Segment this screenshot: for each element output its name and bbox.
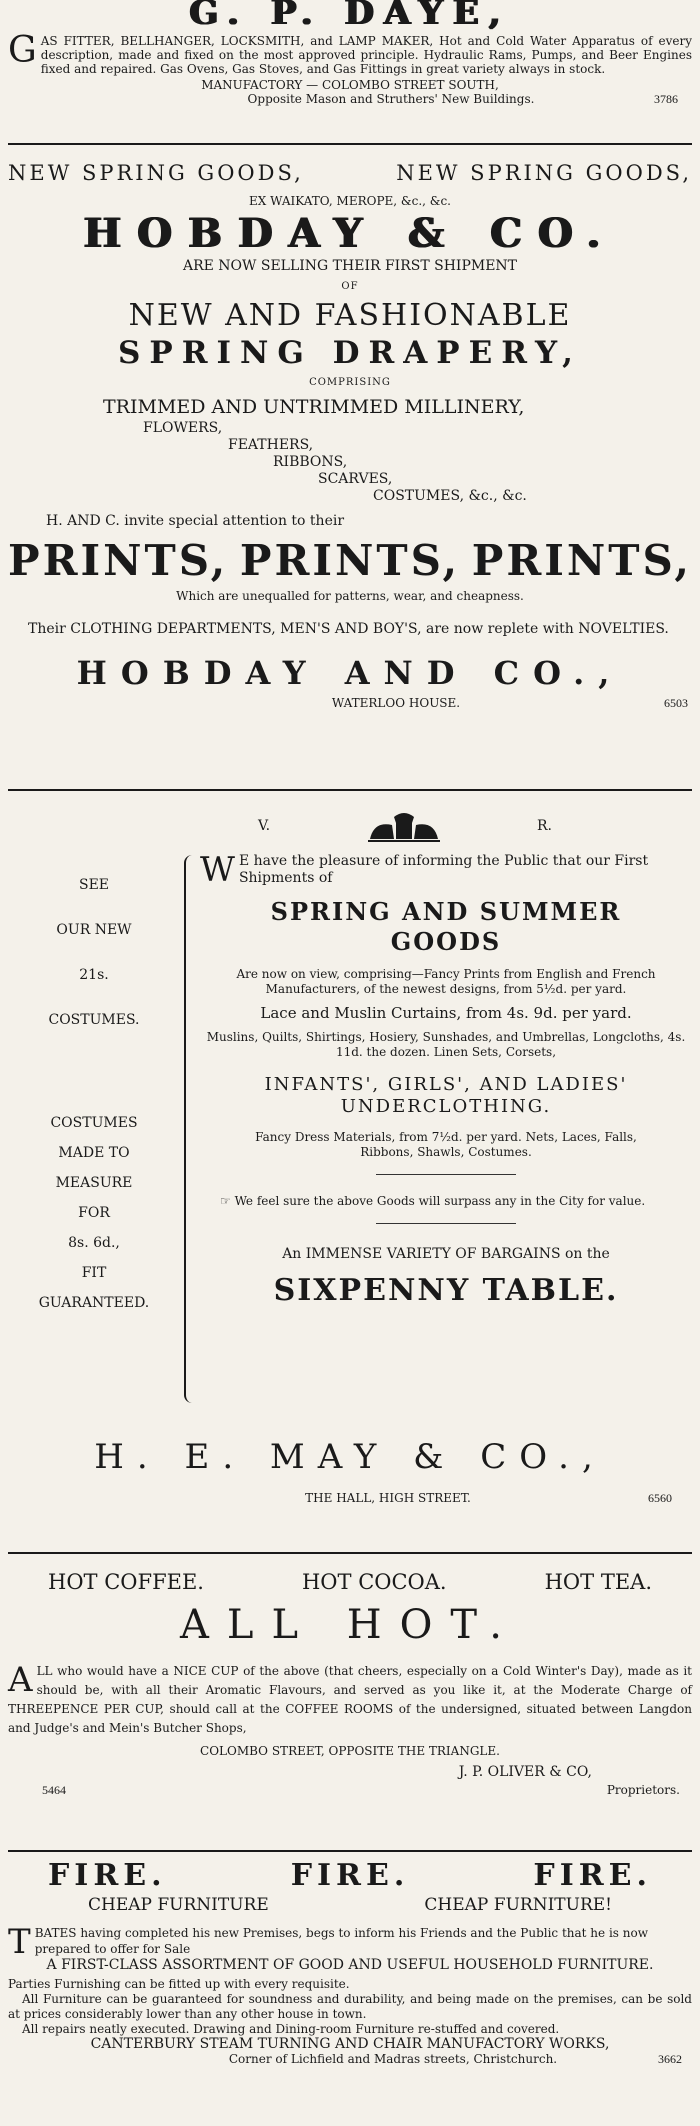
daye-dropcap: G bbox=[8, 30, 37, 71]
oliver-sign-row bbox=[8, 1783, 692, 1797]
hobday-invite: H. AND C. invite special attention to their bbox=[46, 513, 345, 529]
oliver-colombo: COLOMBO STREET, OPPOSITE THE TRIANGLE. bbox=[200, 1744, 500, 1758]
oliver-number: 5464 bbox=[42, 1783, 66, 1797]
hobday-waterloo: WATERLOO HOUSE. bbox=[331, 696, 461, 710]
may-spring-summer: SPRING AND SUMMER GOODS bbox=[270, 897, 622, 956]
bates-works: CANTERBURY STEAM TURNING AND CHAIR MANUFACTORY WORKS, bbox=[90, 2036, 610, 2052]
hobday-title: HOBDAY & CO. bbox=[83, 210, 617, 257]
may-side-line: FOR bbox=[78, 1205, 110, 1221]
divider bbox=[8, 789, 692, 791]
oliver-name: J. P. OLIVER & CO, bbox=[458, 1764, 592, 1780]
oliver-drink: HOT COCOA. bbox=[301, 1570, 447, 1594]
oliver-body-text: LL who would have a NICE CUP of the above (that cheers, especially on a Cold Winter's Day), made as it should be, with all their Aromatic Flavours, and served as you like it, at the Moderate Charge of THREEPENCE PER CUP, should call at the COFFEE ROOMS of the undersigned, situated between Langdon and Judge's and Mein's Butcher Shops, bbox=[8, 1664, 692, 1735]
may-on-view: Are now on view, comprising—Fancy Prints from English and French Manufacturers, of the newest designs, from 5½d. per yard. bbox=[236, 967, 656, 996]
may-side-line: OUR NEW bbox=[56, 922, 132, 938]
hobday-item: FEATHERS, bbox=[228, 437, 314, 453]
bates-fire-row bbox=[8, 1858, 692, 1893]
may-sidebar bbox=[8, 853, 180, 1403]
hobday-goods-right: NEW SPRING GOODS, bbox=[396, 161, 692, 185]
oliver-advert bbox=[8, 1570, 692, 1850]
may-side-line: COSTUMES. bbox=[48, 1012, 140, 1028]
daye-number: 3786 bbox=[653, 92, 678, 106]
may-intro bbox=[200, 850, 692, 890]
bates-advert bbox=[8, 1858, 692, 2126]
hobday-advert bbox=[8, 161, 692, 789]
may-side-line: FIT bbox=[81, 1265, 107, 1281]
bates-cheap-left: CHEAP FURNITURE bbox=[88, 1895, 269, 1915]
hobday-selling: ARE NOW SELLING THEIR FIRST SHIPMENT bbox=[182, 258, 518, 274]
may-side-line: MADE TO bbox=[58, 1145, 130, 1161]
hobday-item: COSTUMES, &c., &c. bbox=[373, 488, 527, 504]
daye-address-row bbox=[8, 92, 692, 106]
daye-body-text: AS FITTER, BELLHANGER, LOCKSMITH, and LAMP MAKER, Hot and Cold Water Apparatus of every description, made and fixed on the most approved principle. Hydraulic Rams, Pumps, and Beer Engines fixed and repaired. Gas Ovens, Gas Stoves, and Gas Fittings in great variety always in stock. bbox=[40, 34, 692, 76]
divider bbox=[376, 1174, 516, 1175]
may-side-bottom bbox=[8, 1115, 180, 1312]
bates-cheap-right: CHEAP FURNITURE! bbox=[424, 1895, 612, 1915]
daye-title: G. P. DAYE, bbox=[189, 0, 511, 33]
bates-dropcap: T bbox=[8, 1922, 31, 1962]
may-crest-row bbox=[8, 809, 692, 843]
divider bbox=[8, 1850, 692, 1852]
hobday-of: OF bbox=[341, 281, 359, 292]
oliver-body bbox=[8, 1662, 692, 1738]
daye-manufactory: MANUFACTORY — COLOMBO STREET SOUTH, bbox=[201, 78, 499, 92]
hobday-footer-title: HOBDAY AND CO., bbox=[76, 654, 624, 692]
oliver-drink: HOT TEA. bbox=[544, 1570, 652, 1594]
oliver-all-hot: ALL HOT. bbox=[180, 1602, 520, 1648]
hobday-print: PRINTS, bbox=[8, 536, 229, 585]
may-dropcap: W bbox=[200, 850, 235, 890]
hobday-waterloo-row bbox=[8, 696, 692, 710]
oliver-drink: HOT COFFEE. bbox=[48, 1570, 204, 1594]
may-sixpenny: SIXPENNY TABLE. bbox=[273, 1273, 619, 1308]
daye-address: Opposite Mason and Struthers' New Buildings. bbox=[247, 92, 535, 106]
divider bbox=[376, 1223, 516, 1224]
bates-corner: Corner of Lichfield and Madras streets, Christchurch. bbox=[228, 2052, 558, 2066]
hobday-item: RIBBONS, bbox=[273, 454, 348, 470]
may-surpass: ☞ We feel sure the above Goods will surpass any in the City for value. bbox=[220, 1194, 646, 1208]
may-side-line: 8s. 6d., bbox=[68, 1235, 120, 1251]
may-footer-title: H. E. MAY & CO., bbox=[94, 1437, 606, 1477]
bates-fire: FIRE. bbox=[290, 1858, 410, 1893]
oliver-proprietors: Proprietors. bbox=[606, 1783, 680, 1797]
oliver-drinks-row bbox=[8, 1570, 692, 1594]
divider bbox=[8, 143, 692, 145]
bates-intro bbox=[8, 1922, 692, 1962]
hobday-number: 6503 bbox=[664, 696, 688, 710]
hobday-millinery: TRIMMED AND UNTRIMMED MILLINERY, bbox=[103, 396, 525, 418]
may-hall-row bbox=[8, 1491, 692, 1505]
bates-corner-row bbox=[8, 2052, 692, 2066]
may-side-line: MEASURE bbox=[55, 1175, 133, 1191]
hobday-new-fashionable: NEW AND FASHIONABLE bbox=[128, 298, 572, 333]
hobday-prints-row bbox=[8, 536, 692, 585]
bates-fire: FIRE. bbox=[533, 1858, 652, 1893]
may-side-line: SEE bbox=[78, 877, 110, 893]
may-side-line: COSTUMES bbox=[50, 1115, 138, 1131]
bates-number: 3662 bbox=[658, 2052, 682, 2066]
hobday-items bbox=[8, 420, 692, 505]
may-side-line: 21s. bbox=[79, 967, 109, 983]
hobday-comprising: COMPRISING bbox=[309, 377, 391, 388]
newspaper-page bbox=[8, 0, 692, 2126]
may-number: 6560 bbox=[648, 1491, 672, 1505]
daye-advert bbox=[8, 0, 692, 143]
divider bbox=[8, 1552, 692, 1554]
hobday-spring-drapery: SPRING DRAPERY, bbox=[118, 335, 582, 371]
bates-fire: FIRE. bbox=[48, 1858, 167, 1893]
bates-guaranteed: All Furniture can be guaranteed for soundness and durability, and being made on the premises, can be sold at prices considerably lower than any other house in town. bbox=[8, 1992, 692, 2021]
oliver-dropcap: A bbox=[8, 1660, 33, 1700]
hobday-unequalled: Which are unequalled for patterns, wear, and cheapness. bbox=[176, 589, 524, 603]
may-r: R. bbox=[537, 817, 552, 834]
may-main bbox=[200, 850, 692, 1403]
hobday-clothing: Their CLOTHING DEPARTMENTS, MEN'S AND BOY'S, are now replete with NOVELTIES. bbox=[28, 621, 669, 637]
hobday-ex: EX WAIKATO, MEROPE, &c., &c. bbox=[249, 194, 451, 208]
may-muslins: Muslins, Quilts, Shirtings, Hosiery, Sunshades, and Umbrellas, Longcloths, 4s. 11d. the dozen. Linen Sets, Corsets, bbox=[206, 1030, 686, 1059]
may-hall: THE HALL, HIGH STREET. bbox=[305, 1491, 471, 1505]
may-infants: INFANTS', GIRLS', AND LADIES' UNDERCLOTHING. bbox=[264, 1074, 628, 1117]
hobday-new-goods-row bbox=[8, 161, 692, 185]
may-side-line: GUARANTEED. bbox=[38, 1295, 150, 1311]
hobday-print: PRINTS, bbox=[471, 536, 692, 585]
bates-cheap-row bbox=[8, 1895, 692, 1915]
daye-body bbox=[8, 30, 692, 76]
may-fancy: Fancy Dress Materials, from 7½d. per yard. Nets, Laces, Falls, Ribbons, Shawls, Costumes. bbox=[255, 1130, 637, 1159]
royal-crest-icon bbox=[364, 809, 444, 843]
may-brace bbox=[184, 855, 194, 1403]
may-lace: Lace and Muslin Curtains, from 4s. 9d. per yard. bbox=[260, 1004, 632, 1022]
may-side-top bbox=[8, 877, 180, 1029]
hobday-goods-left: NEW SPRING GOODS, bbox=[8, 161, 304, 185]
hobday-print: PRINTS, bbox=[239, 536, 461, 585]
may-intro-text: E have the pleasure of informing the Public that our First Shipments of bbox=[238, 853, 649, 886]
bates-parties: Parties Furnishing can be fitted up with every requisite. bbox=[8, 1977, 350, 1991]
may-v: V. bbox=[258, 817, 271, 834]
may-advert bbox=[8, 809, 692, 1552]
may-body bbox=[8, 850, 692, 1403]
bates-assortment: A FIRST-CLASS ASSORTMENT OF GOOD AND USEFUL HOUSEHOLD FURNITURE. bbox=[46, 1957, 654, 1973]
bates-repairs: All repairs neatly executed. Drawing and Dining-room Furniture re-stuffed and covered. bbox=[22, 2022, 560, 2036]
hobday-item: SCARVES, bbox=[318, 471, 393, 487]
may-immense: An IMMENSE VARIETY OF BARGAINS on the bbox=[282, 1246, 610, 1262]
hobday-item: FLOWERS, bbox=[143, 420, 223, 436]
bates-intro-text: BATES having completed his new Premises, begs to inform his Friends and the Public that he is now prepared to offer for Sale bbox=[34, 1926, 648, 1956]
